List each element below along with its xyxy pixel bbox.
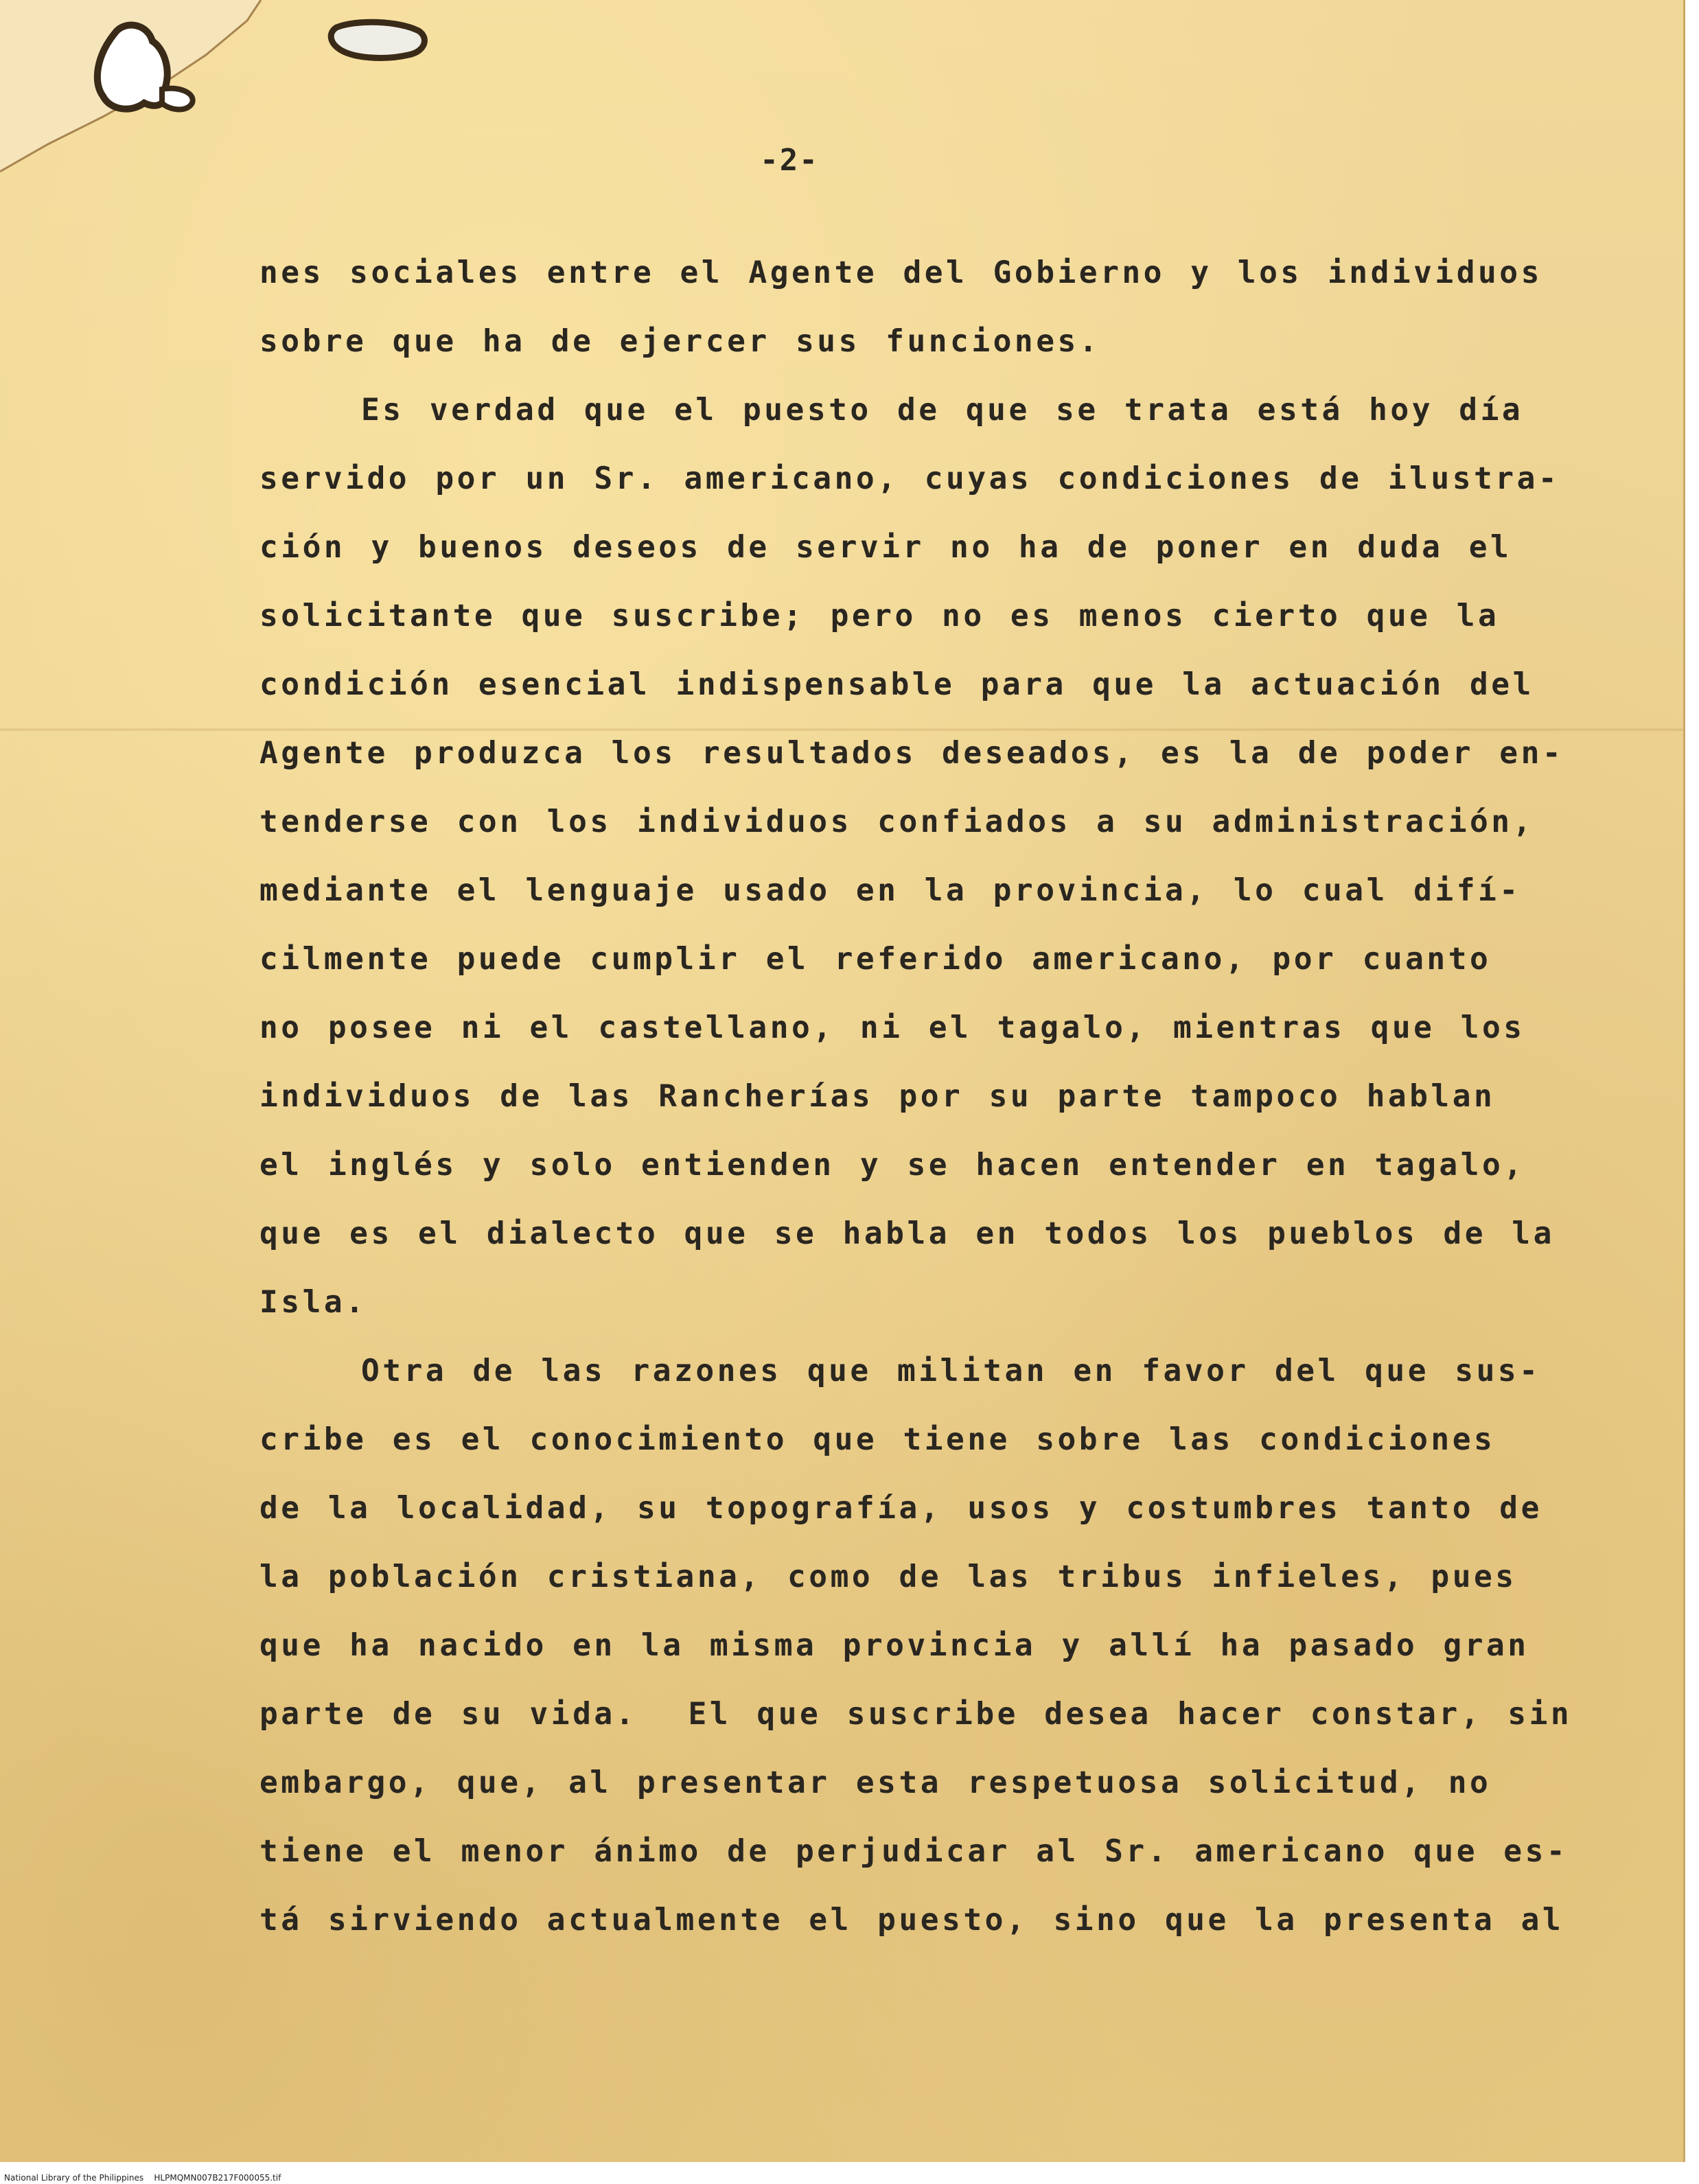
text-line: parte de su vida. El que suscribe desea hacer constar, sin	[259, 1697, 1573, 1732]
body-text	[259, 239, 1573, 1955]
text-line: ción y buenos deseos de servir no ha de poner en duda el	[259, 530, 1512, 565]
text-line: servido por un Sr. americano, cuyas condiciones de ilustra-	[259, 461, 1560, 496]
text-line: tiene el menor ánimo de perjudicar al Sr. americano que es-	[259, 1834, 1569, 1869]
torn-corner-damage	[0, 0, 481, 178]
text-line: nes sociales entre el Agente del Gobierno y los individuos	[259, 255, 1542, 290]
text-line: no posee ni el castellano, ni el tagalo, mientras que los	[259, 1010, 1525, 1045]
scan-footer-label: National Library of the Philippines HLPMQMN007B217F000055.tif	[4, 2173, 281, 2183]
text-line: Isla.	[259, 1285, 367, 1320]
text-line: sobre que ha de ejercer sus funciones.	[259, 324, 1101, 359]
text-line: cilmente puede cumplir el referido americano, por cuanto	[259, 942, 1492, 977]
text-line: el inglés y solo entienden y se hacen entender en tagalo,	[259, 1148, 1525, 1183]
text-line: de la localidad, su topografía, usos y costumbres tanto de	[259, 1491, 1542, 1526]
text-line: condición esencial indispensable para que la actuación del	[259, 667, 1534, 702]
page-number: -2-	[760, 143, 819, 178]
text-line: que es el dialecto que se habla en todos los pueblos de la	[259, 1216, 1555, 1251]
text-line: cribe es el conocimiento que tiene sobre las condiciones	[259, 1422, 1496, 1457]
text-line: Otra de las razones que militan en favor del que sus-	[361, 1354, 1541, 1389]
text-line: la población cristiana, como de las tribus infieles, pues	[259, 1559, 1517, 1594]
text-line: Agente produzca los resultados deseados, es la de poder en-	[259, 736, 1564, 771]
text-line: embargo, que, al presentar esta respetuosa solicitud, no	[259, 1765, 1492, 1800]
text-line: tá sirviendo actualmente el puesto, sino que la presenta al	[259, 1903, 1564, 1938]
text-line: Es verdad que el puesto de que se trata está hoy día	[361, 393, 1524, 428]
text-line: tenderse con los individuos confiados a su administración,	[259, 804, 1534, 839]
text-line: individuos de las Rancherías por su parte tampoco hablan	[259, 1079, 1496, 1114]
text-line: solicitante que suscribe; pero no es menos cierto que la	[259, 599, 1500, 634]
text-line: mediante el lenguaje usado en la provincia, lo cual difí-	[259, 873, 1521, 908]
text-line: que ha nacido en la misma provincia y allí ha pasado gran	[259, 1628, 1529, 1663]
